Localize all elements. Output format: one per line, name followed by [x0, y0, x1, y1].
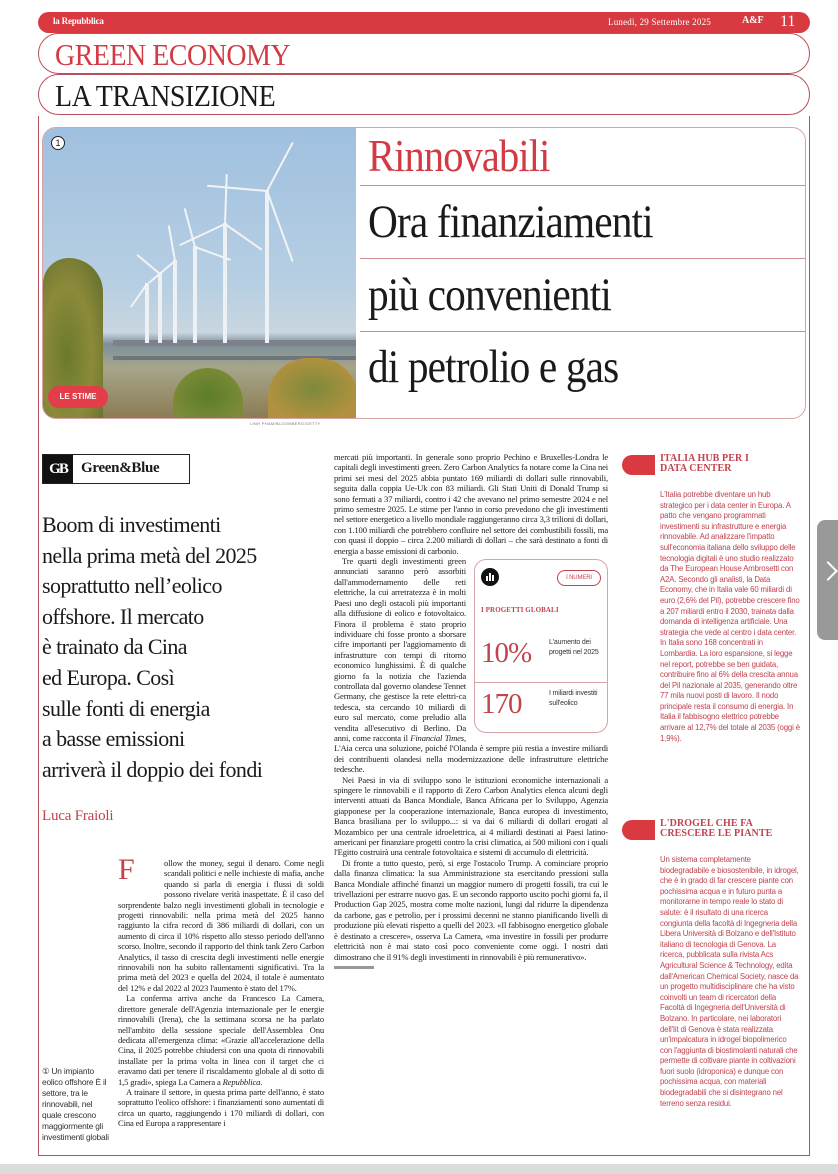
headline-line-text: Ora finanziamenti — [368, 196, 653, 248]
pier — [113, 340, 356, 346]
turbine — [158, 273, 162, 343]
issue-date: Lunedì, 29 Settembre 2025 — [608, 17, 711, 27]
vegetation — [268, 358, 356, 419]
turbine — [173, 260, 177, 343]
photo-reference-number: 1 — [51, 136, 65, 150]
headline-line — [360, 332, 806, 419]
paragraph-text: ca tedesca, sta cercando 10 miliardi di euro sul mercato, come preludio alla vendita all'esecutivo di Berlino. Da anni, come racconta il — [334, 691, 466, 743]
article-paragraph: Di fronte a tutto questo, però, si erge l'ostacolo Trump. A cominciare proprio dalla finanza climatica: la sua Amministrazione sta esercitando pressioni sulla Banca Mondiale affinché finanzi un maggior numero di progetti fossili, tra cui le trivellazioni per estrarre nuovo gas. E un secondo rapporto uscito pochi giorni fa, il Production Gap 2025, mostra come molte nazioni, lungi dal ridurre la dipendenza da carbone, gas e petrolio, per i prossimi decenni ne stanno pianificando livelli di produzione più elevati rispetto a quelli del 2023. «Il fabbisogno energetico globale è destinato a crescere», osserva La Camera, «ma investire in fossili per produrre elettricità non è mai stato così poco conveniente come oggi. I nostri dati dimostrano che il 91% degli investimenti in rinnovabili è più remunerativo». — [334, 857, 608, 962]
sidebar-title: ITALIA HUB PER I DATA CENTER — [660, 453, 749, 474]
deck-line: Boom di investimenti — [42, 512, 221, 537]
copyright-mark — [334, 966, 374, 969]
deck-line: ed Europa. Così — [42, 664, 175, 690]
gb-logo-mark: GB — [43, 455, 73, 483]
stat-description: I miliardi investiti sull'eolico — [549, 690, 598, 708]
newspaper-header-bar — [38, 12, 810, 33]
turbine-blade — [168, 225, 176, 261]
turbine-blade — [179, 223, 225, 246]
article-paragraph — [118, 993, 324, 1087]
sidebar-text: Un sistema completamente biodegradabile e biosostenibile, in idrogel, che è in grado di far crescere piante con pochissima acqua e in futuro punta a monitorarne in tempo reale lo stato di salute: è il risultato di una ricerca congiunta della facoltà di Ingegneria della Libera Università di Bolzano e dell'Istituto italiano di tecnologia di Genova. La ricerca, pubblicata sulla rivista Acs Agricultural Science & Technology, edita dall'American Chemical Society, nasce da un progetto multidisciplinare che ha visto coinvolti un team di ricercatori della Facoltà di Ingegneria dell'Università di Bolzano. In particolare, nei laboratori dell'Iit di Genova è stata realizzata un'impalcatura in idrogel biopolimerico con l'aggiunta di biostimolanti naturali che permette di coltivare piante in coltivazioni fuori suolo (idroponica) e dunque con pochissima acqua, con materiali biodegradabili che si disintegrano nel terreno senza residui. — [660, 855, 799, 1108]
deck-line: offshore. Il mercato — [42, 603, 204, 629]
turbine-blade — [207, 185, 267, 192]
stat-item — [475, 632, 607, 682]
turbine-blade — [224, 174, 228, 224]
article-deck — [42, 510, 322, 785]
article-paragraph: ollow the money, segui il denaro. Come negli scandali politici e nelle inchieste di mafia, anche quando si parla di energia i flussi di soldi possono rivelare verità inaspettate. È il caso del sorprendente balzo negli investimenti globali in tecnologie e progetti rinnovabili: nella prima metà del 2025 hanno raggiunto la cifra record di 386 miliardi di dollari, con un aumento di circa il 10% rispetto allo stesso periodo dell'anno scorso. Inoltre, secondo il rapporto del think tank Zero Carbon Analytics, il tasso di crescita degli investimenti nelle energie rinnovabili non ha subito rallentamenti significativi. Tra la prima metà del 2023 e quella del 2024, il totale è aumentato del 12% e dal 2022 al 2023 l'aumento è stato del 17%. — [118, 858, 324, 993]
page-number: 11 — [780, 13, 796, 30]
headline-line — [360, 186, 806, 259]
paragraph-text: Tre quarti degli investimenti green annunciati saranno però assorbiti dall'ammodernamento delle reti elettriche, la cui arretratezza è in molti Paesi uno degli ostacoli più importanti alla diffusione di eolico e fotovoltaico. Finora il problema è stato proprio individuare chi fosse pronto a sborsare cifre importanti per l'aggiornamento di infrastrutture con tempi di ritorno economico lunghissimi. È di qualche giorno fa la notizia che l'azienda controllata dal governo olandese Tennet Germany, che gestisce la rete elettri- — [334, 556, 466, 702]
le-stime-badge: LE STIME — [48, 386, 108, 408]
headline-kicker — [360, 128, 806, 186]
newspaper-brand: la Repubblica — [53, 16, 104, 26]
chevron-right-icon — [818, 561, 838, 581]
paragraph-emphasis: Repubblica — [222, 1076, 261, 1087]
numbers-tag: I NUMERI — [557, 570, 601, 586]
sidebar-box-data-center — [622, 454, 802, 744]
vegetation — [173, 368, 243, 419]
next-page-button[interactable] — [817, 520, 838, 640]
bar-chart-icon — [481, 568, 499, 586]
article-column-2 — [334, 452, 608, 972]
headline-line-text: di petrolio e gas — [368, 341, 619, 393]
sidebar-header — [622, 454, 802, 480]
viewer-bottom-edge — [0, 1164, 838, 1174]
sidebar-text: L'Italia potrebbe diventare un hub strategico per i data center in Europa. A patto che vengano programmati investimenti su infrastrutture e energia rinnovabile. Ad analizzare l'impatto sull'economia italiana dello sviluppo delle tecnologia digitali è uno studio realizzato da The European House Ambrosetti con A2A. Secondo gli analisti, la Data Economy, che in Italia vale 60 miliardi di euro (2,6% del Pil), potrebbe crescere fino a 207 miliardi entro il 2030, trainata dalla domanda di intelligenza artificiale. Una strategia che vede al centro i data center. In Italia sono 168 concentrati in Lombardia. La loro espansione, si legge nel report, potrebbe se ben guidata, contribuire fino al 6% della crescita annua del Pil nazionale al 2035, generando oltre 77 mila nuovi posti di lavoro. Il nodo principale resta il consumo di energia. In Italia il fabbisogno elettrico potrebbe arrivare al 12,7% del totale al 2035 (oggi è 1,9%). — [660, 490, 800, 743]
section-title-band — [38, 33, 810, 74]
deck-line: soprattutto nell’eolico — [42, 573, 222, 599]
stat-value: 170 — [481, 688, 522, 721]
turbine — [265, 190, 269, 343]
deck-line: nella prima metà del 2025 — [42, 542, 257, 568]
green-and-blue-logo — [42, 454, 190, 484]
deck-line: è trainato da Cina — [42, 634, 187, 660]
hero-block — [42, 127, 806, 419]
drop-cap: F — [118, 853, 135, 886]
headline-line — [360, 259, 806, 332]
sidebar-header — [622, 819, 802, 845]
turbine-blade — [266, 191, 294, 262]
gb-logo-name: Green&Blue — [81, 460, 160, 476]
photo-caption: ① Un impianto eolico offshore È il settore, tra le rinnovabili, nel quale crescono maggiormente gli investimenti globali — [42, 1066, 109, 1142]
photo-credit: LINH PHAM/BLOOMBERG/GETTY — [250, 421, 321, 426]
headline-line-text: più convenienti — [368, 269, 611, 321]
sidebar-marker — [622, 455, 655, 475]
article-column-1 — [118, 853, 324, 1129]
sidebar-marker — [622, 820, 655, 840]
paragraph-emphasis: Financial Times — [410, 732, 464, 743]
paragraph-text: . — [260, 1076, 263, 1087]
section-title: GREEN ECONOMY — [55, 37, 291, 72]
section-subtitle: LA TRANSIZIONE — [55, 78, 276, 113]
stat-value: 10% — [481, 637, 532, 670]
headline — [360, 128, 806, 419]
paragraph-text: La conferma arriva anche da Francesco La Camera, direttore generale dell'Agenzia internazionale per le energie rinnovabili (Irena), che la settimana scorsa ne ha parlato nell'ambito della sessione speciale dell'Assemblea Onu dedicata all'emergenza clima: «Grazie all'accelerazione della Cina, il 2025 potrebbe chiudersi con una quota di rinnovabili installate per la prima volta in linea con il target che ci eravamo dati per tenere il riscaldamento globale al di sotto di 1,5 gradi», spiega La Camera a — [118, 993, 324, 1087]
sidebar-title: L'DROGEL CHE FA CRESCERE LE PIANTE — [660, 818, 773, 839]
turbine — [223, 223, 227, 343]
stat-item — [475, 682, 607, 732]
turbine-blade — [266, 142, 294, 192]
byline: Luca Fraioli — [42, 808, 114, 824]
sidebar-box-idrogel — [622, 819, 802, 1109]
turbine-blade — [136, 254, 160, 275]
article-paragraph: Nei Paesi in via di sviluppo sono le istituzioni economiche internazionali a spingere le rinnovabili e il rapporto di Zero Carbon Analytics elenca alcuni degli interventi attuati da Banca Mondiale, Banca Africana per lo Sviluppo, Agenzia giapponese per la cooperazione internazionale, Banca europea di investimento, Banca brasiliana per lo sviluppo...: si va dai 6 miliardi di dollari erogati al Mozambico per una centrale idroelettrica, ai 4 miliardi destinati ai Paesi latino-americani per finanziare progetti contro la crisi climatica, ai 500 milioni con i quali l'Egitto costruirà una centrale fotovoltaica e sistemi di accumulo di elettricità. — [334, 774, 608, 858]
section-logo: A&F — [742, 15, 764, 26]
turbine — [145, 283, 149, 343]
article-paragraph: mercati più importanti. In generale sono proprio Pechino e Bruxelles-Londra le capitali degli investimenti green. Zero Carbon Analytics fa notare come la Cina nei primi sei mesi del 2025 abbia puntato 169 miliardi di dollari sulle rinnovabili, seguita dalla coppia Ue-Uk con 83 miliardi. Gli Stati Uniti di Donald Trump si sono fermati a 37 miliardi, contro i 42 che avevano nel primo semestre 2024 e nel primo semestre 2025. Le stime per l'anno in corso prevedono che gli investimenti nel settore energetico a livello mondiale raggiungeranno circa 3,3 trilioni di dollari, con 1.100 miliardi che potrebbero confluire nel settore dei combustibili fossili, ma con quasi il doppio – circa 2.200 miliardi di dollari – che sarà destinato a fonti di energia a basse emissioni di carbonio. — [334, 452, 608, 556]
deck-line: arriverà il doppio dei fondi — [42, 756, 263, 782]
numbers-box — [474, 559, 608, 733]
turbine-blade — [224, 223, 262, 250]
numbers-title: I PROGETTI GLOBALI — [481, 606, 559, 615]
paragraph-text: , L'Aia cerca una soluzione, poiché l'Olanda è sempre più restia a investire miliardi dei contribuenti olandesi nella modernizzazione delle infrastrutture elettriche tedesche. — [334, 732, 608, 775]
turbine — [193, 246, 197, 343]
deck-line: sulle fonti di energia — [42, 695, 210, 721]
article-paragraph: A trainare il settore, in questa prima parte dell'anno, è stato soprattutto l'eolico offshore: i finanziamenti sono aumentati di circa un quarto, raggiungendo i 170 miliardi di dollari, con Cina ed Europa a rappresentare i — [118, 1086, 324, 1129]
stat-description: L'aumento dei progetti nel 2025 — [549, 639, 599, 657]
section-subtitle-band — [38, 74, 810, 115]
deck-line: a basse emissioni — [42, 726, 185, 752]
headline-kicker-text: Rinnovabili — [368, 130, 550, 181]
wind-turbines-photo — [43, 128, 356, 419]
